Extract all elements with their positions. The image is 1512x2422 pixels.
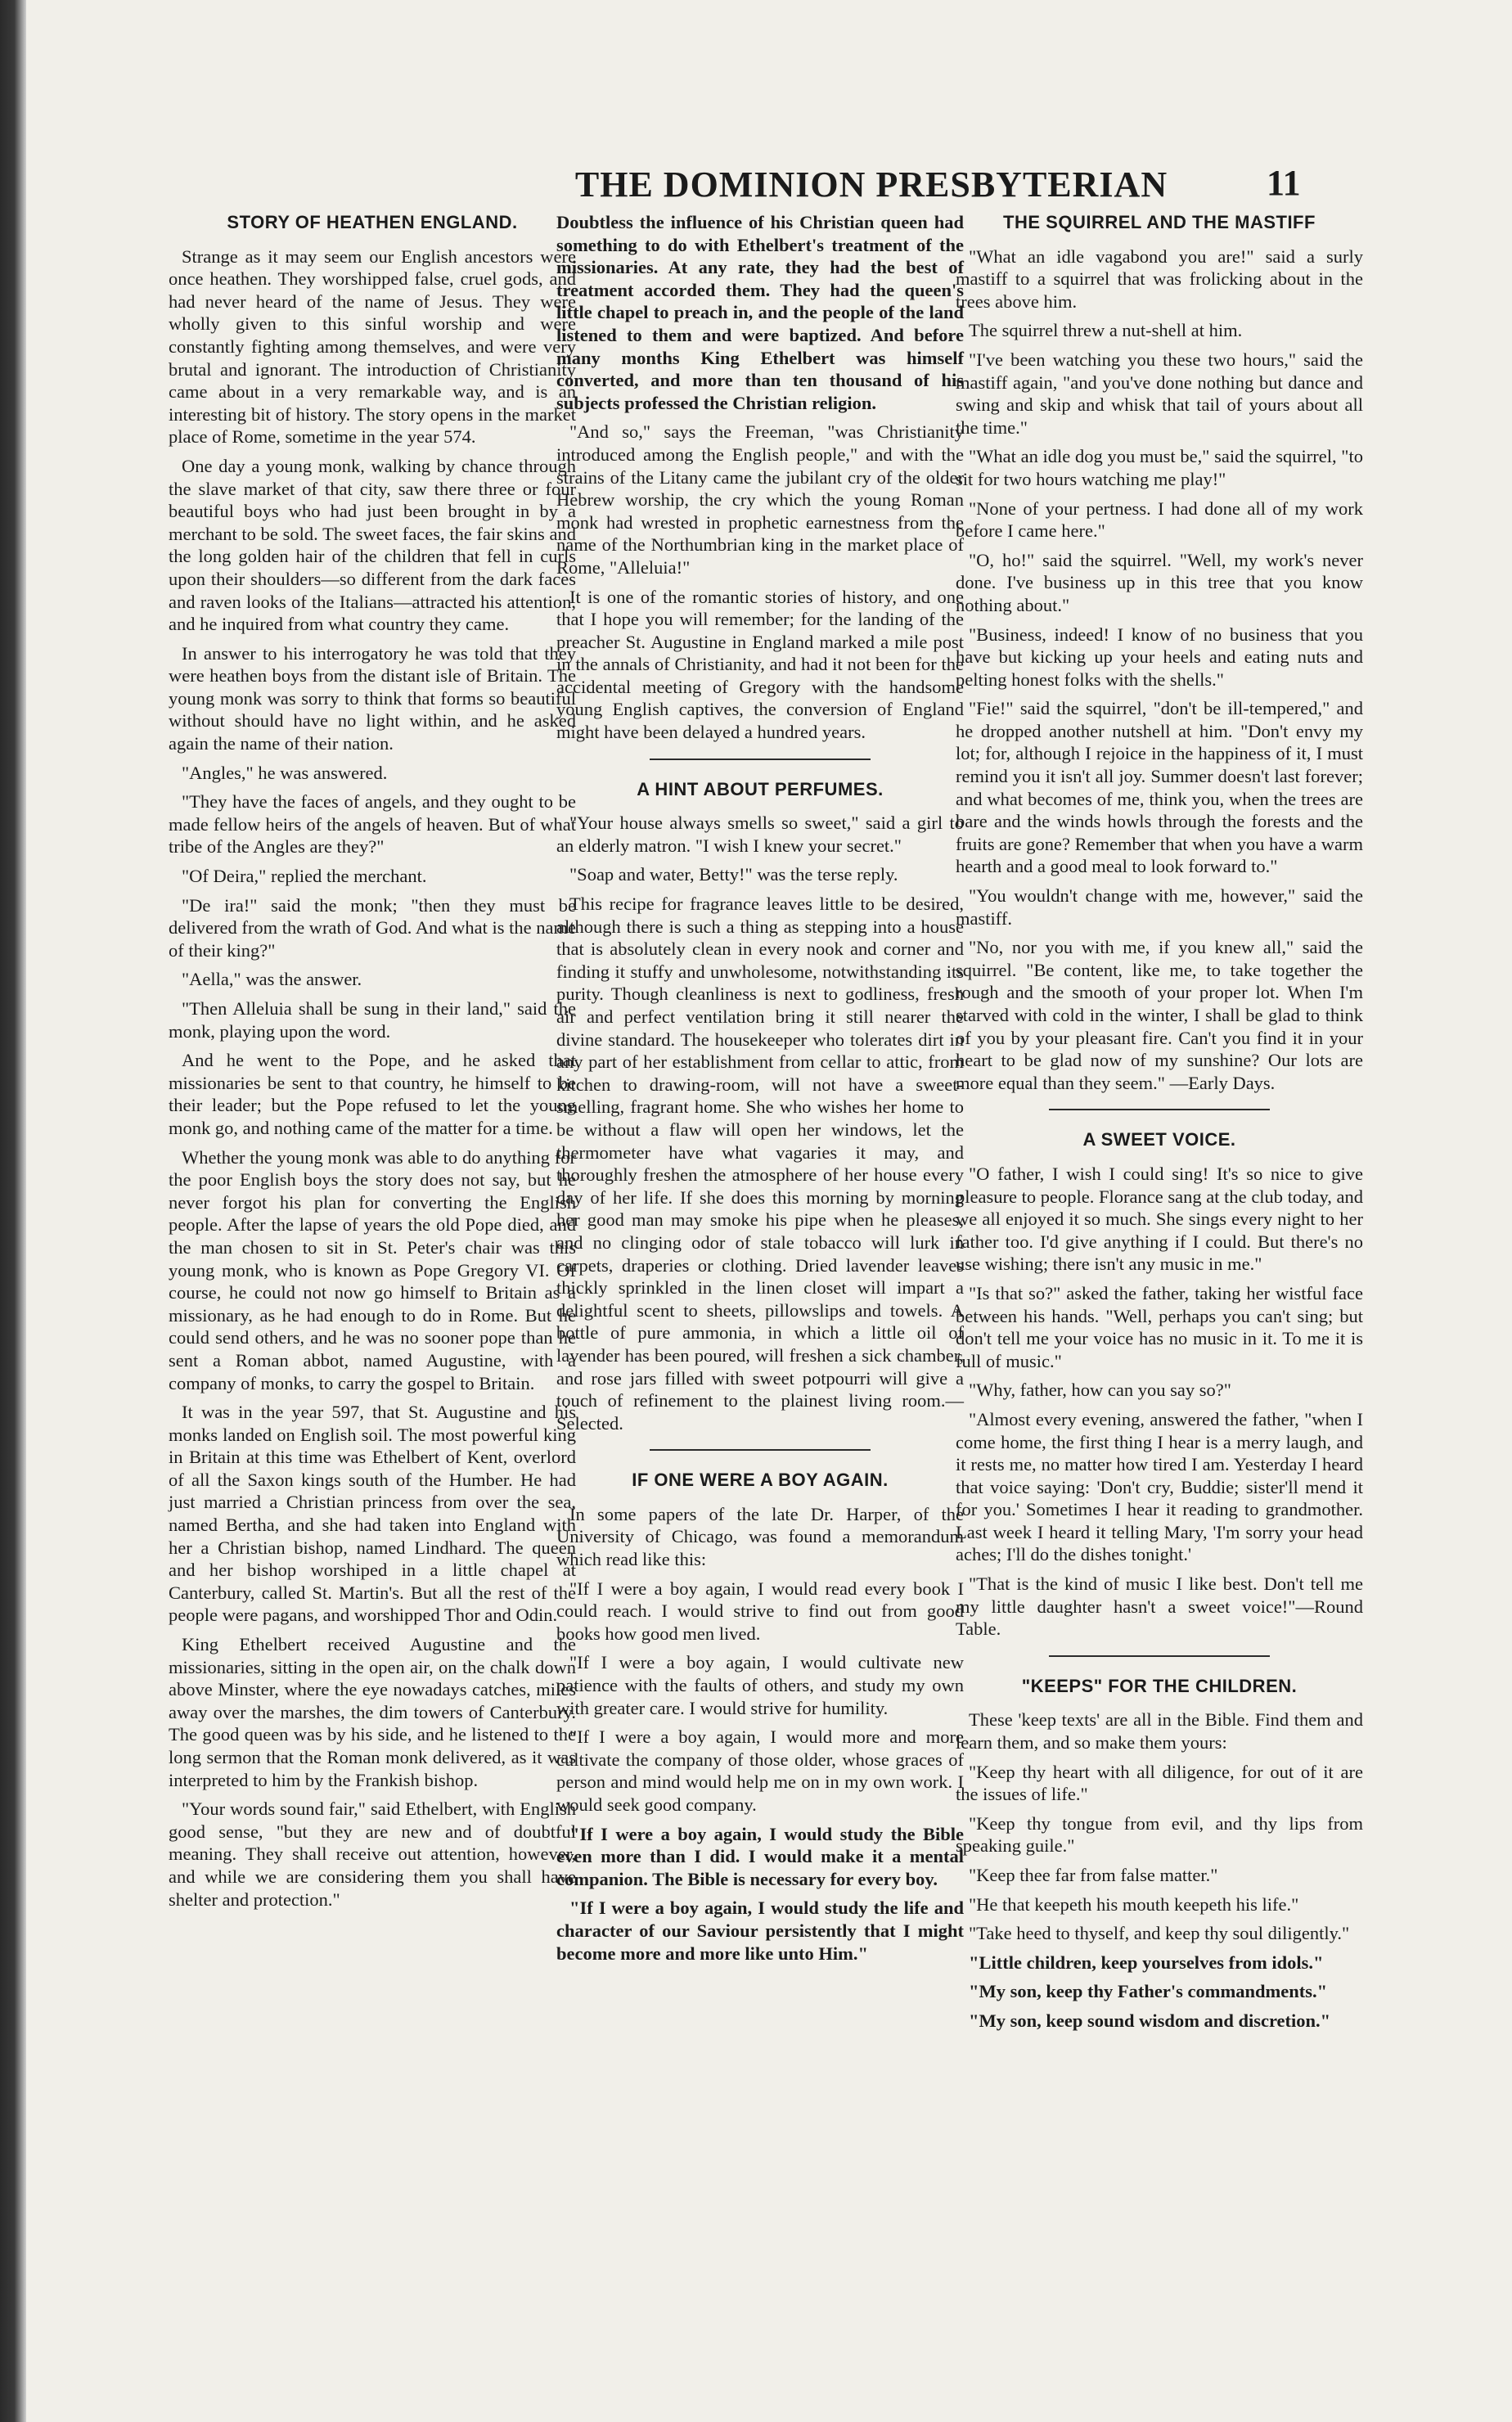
paragraph: "De ira!" said the monk; "then they must be delivered from the wrath of God. And what is the name of their king?" bbox=[169, 894, 576, 961]
paragraph: "He that keepeth his mouth keepeth his life." bbox=[969, 1893, 1299, 1915]
paragraph: "My son, keep thy Father's commandments." bbox=[969, 1981, 1328, 2002]
paragraph: "Is that so?" asked the father, taking her wistful face between his hands. "Well, perhaps you can't sing; but don't tell me your voice has no music in it. To me it is full of music." bbox=[956, 1282, 1363, 1371]
paragraph: "Keep thy heart with all diligence, for out of it are the issues of life." bbox=[956, 1761, 1363, 1805]
paragraph: "Your words sound fair," said Ethelbert, with English good sense, "but they are new and of doubtful meaning. They shall receive out attention, however, and while we are considering them you shall have shelter and protection." bbox=[169, 1798, 576, 1910]
paragraph: One day a young monk, walking by chance through the slave market of that city, saw there three or four beautiful boys who had just been brought in by a merchant to be sold. The sweet faces, the fair skins and the long golden hair of the children that fell in curls upon their shoulders—so different from the dark faces and raven looks of the Italians—attracted his attention, and he inquired from what country they came. bbox=[169, 455, 576, 635]
paragraph: In some papers of the late Dr. Harper, of the University of Chicago, was found a memorandum which read like this: bbox=[556, 1503, 964, 1570]
paragraph: It was in the year 597, that St. Augustine and his monks landed on English soil. The most powerful king in Britain at this time was Ethelbert of Kent, overlord of all the Saxon kings south of the Humber. He had just married a Christian princess from over the sea, named Bertha, and she had taken into England with her a Christian bishop, named Lindhard. The queen and her bishop worshiped in a little chapel at Canterbury, called St. Martin's. But all the rest of the people were pagans, and worshipped Thor and Odin. bbox=[169, 1402, 576, 1626]
paragraph: "Almost every evening, answered the father, "when I come home, the first thing I hear is a merry laugh, and it rests me, no matter how tired I am. Yesterday I heard that voice saying: 'Don't cry, Buddie; sister'll mend it for you.' Sometimes I hear it reading to grandmother. Last week I heard it telling Mary, 'I'm sorry your head aches; I'll do the dishes tonight.' bbox=[956, 1408, 1363, 1565]
page-number: 11 bbox=[1267, 163, 1301, 203]
paragraph: "And so," says the Freeman, "was Christianity introduced among the English people," and with the strains of the Litany came the jubilant cry of the older Hebrew worship, the cry which the young Roman monk had wrested in prophetic earnestness from the name of the Northumbrian king in the market place of Rome, "Alleluia!" bbox=[556, 421, 964, 578]
scan-edge bbox=[0, 0, 26, 2422]
paragraph: And he went to the Pope, and he asked that missionaries be sent to that country, he himself to be their leader; but the Pope refused to let the young monk go, and nothing came of the matter for a time. bbox=[169, 1050, 576, 1138]
column-1 bbox=[169, 211, 576, 1917]
paragraph: "I've been watching you these two hours," said the mastiff again, "and you've done nothing but dance and swing and skip and whisk that tail of yours about all the time." bbox=[956, 349, 1363, 438]
article-title-squirrel: THE SQUIRREL AND THE MASTIFF bbox=[1003, 212, 1316, 232]
article-title-perfumes: A HINT ABOUT PERFUMES. bbox=[637, 778, 884, 799]
paragraph: "No, nor you with me, if you knew all," said the squirrel. "Be content, like me, to take together the rough and the smooth of your proper lot. When I'm starved with cold in the winter, I shall be glad to think of you by your pleasant fire. Can't you find it in your heart to be glad now of my sunshine? Our lots are more equal than they seem." —Early Days. bbox=[956, 937, 1363, 1093]
paragraph: "O, ho!" said the squirrel. "Well, my work's never done. I've business up in this tree that you know nothing about." bbox=[956, 549, 1363, 615]
paragraph: In answer to his interrogatory he was told that they were heathen boys from the distant isle of Britain. The young monk was sorry to think that forms so beautiful without should have no light within, and he asked again the name of their nation. bbox=[169, 642, 576, 754]
paragraph: "Why, father, how can you say so?" bbox=[969, 1380, 1231, 1401]
paragraph: "Of Deira," replied the merchant. bbox=[182, 866, 427, 887]
paragraph: "Keep thee far from false matter." bbox=[969, 1865, 1218, 1885]
paragraph: "Business, indeed! I know of no business that you have but kicking up your heels and eating nuts and pelting honest folks with the shells." bbox=[956, 624, 1363, 690]
paragraph: "If I were a boy again, I would study the life and character of our Saviour persistently that I might become more and more like unto Him." bbox=[556, 1898, 964, 1964]
paragraph: "That is the kind of music I like best. Don't tell me my little daughter hasn't a sweet voice!"—Round Table. bbox=[956, 1573, 1363, 1640]
divider bbox=[650, 1449, 871, 1451]
paragraph: "My son, keep sound wisdom and discretion." bbox=[969, 2010, 1331, 2031]
column-2 bbox=[556, 211, 964, 1971]
paragraph: "You wouldn't change with me, however," said the mastiff. bbox=[956, 885, 1363, 929]
article-title-keeps: "KEEPS" FOR THE CHILDREN. bbox=[1021, 1675, 1298, 1696]
paragraph: "They have the faces of angels, and they ought to be made fellow heirs of the angels of heaven. But of what tribe of the Angles are they?" bbox=[169, 791, 576, 858]
article-title-heathen: STORY OF HEATHEN ENGLAND. bbox=[227, 212, 518, 232]
paragraph: "What an idle dog you must be," said the squirrel, "to sit for two hours watching me play!" bbox=[956, 446, 1363, 489]
paragraph: "Fie!" said the squirrel, "don't be ill-tempered," and he dropped another nutshell at him. "Don't envy my lot; for, although I rejoice in the happiness of it, I must remind you it isn't all joy. Summer doesn't last forever; and what becomes of me, think you, when the trees are bare and the winds howls through the forests and the fruits are gone? Remember that when you have a warm hearth and a good meal to look forward to." bbox=[956, 698, 1363, 877]
paragraph: The squirrel threw a nut-shell at him. bbox=[969, 320, 1243, 341]
divider bbox=[650, 759, 871, 760]
paragraph: King Ethelbert received Augustine and the missionaries, sitting in the open air, on the chalk down above Minster, where the eye nowadays catches, miles away over the marshes, the dim towers of Canterbury. The good queen was by his side, and he listened to the long sermon that the Roman monk delivered, as it was interpreted to him by the Frankish bishop. bbox=[169, 1634, 576, 1790]
paragraph: "Aella," was the answer. bbox=[182, 969, 362, 990]
divider bbox=[1049, 1655, 1270, 1657]
paragraph: "Little children, keep yourselves from idols." bbox=[969, 1952, 1324, 1973]
paragraph: "If I were a boy again, I would study the Bible even more than I did. I would make it a mental companion. The Bible is necessary for every boy. bbox=[556, 1823, 964, 1889]
paragraph: "If I were a boy again, I would read every book I could reach. I would strive to find out from good books how good men lived. bbox=[556, 1578, 964, 1644]
page-title: THE DOMINION PRESBYTERIAN bbox=[574, 164, 1168, 205]
paragraph: It is one of the romantic stories of history, and one that I hope you will remember; for the landing of the preacher St. Augustine in England marked a mile post in the annals of Christianity, and had it not been for the accidental meeting of Gregory with the handsome young English captives, the conversion of England might have been delayed a hundred years. bbox=[556, 586, 964, 743]
divider bbox=[1049, 1109, 1270, 1110]
paragraph: "What an idle vagabond you are!" said a surly mastiff to a squirrel that was frolicking about in the trees above him. bbox=[956, 245, 1363, 312]
paragraph: "If I were a boy again, I would cultivate new patience with the faults of others, and study my own with greater care. I would strive for humility. bbox=[556, 1652, 964, 1718]
paragraph: "Then Alleluia shall be sung in their land," said the monk, playing upon the word. bbox=[169, 998, 576, 1042]
paragraph: "Keep thy tongue from evil, and thy lips from speaking guile." bbox=[956, 1812, 1363, 1857]
paragraph: Doubtless the influence of his Christian queen had something to do with Ethelbert's treatment of the missionaries. At any rate, they had the best of treatment accorded them. They had the queen's little chapel to preach in, and the people of the land listened to them and were baptized. And before many months King Ethelbert was himself converted, and more than ten thousand of his subjects professed the Christian religion. bbox=[556, 212, 964, 413]
paragraph: Whether the young monk was able to do anything for the poor English boys the story does not say, but he never forgot his plan for converting the English people. After the lapse of years the old Pope died, and the man chosen to sit in St. Peter's chair was this young monk, who is known as Pope Gregory VI. Of course, he could not now go himself to Britain as a missionary, as he had enough to do in Rome. But he could send others, and he was no sooner pope than he sent a Roman abbot, named Augustine, with a company of monks, to carry the gospel to Britain. bbox=[169, 1146, 576, 1393]
article-title-voice: A SWEET VOICE. bbox=[1082, 1129, 1236, 1150]
paragraph: "None of your pertness. I had done all of my work before I came here." bbox=[956, 497, 1363, 542]
paragraph: Strange as it may seem our English ancestors were once heathen. They worshipped false, cruel gods, and had never heard of the name of Jesus. They were wholly given to this sinful worship and were constantly fighting among themselves, and were very brutal and ignorant. The introduction of Christianity came about in a very remarkable way, and is an interesting bit of history. The story opens in the market place of Rome, sometime in the year 574. bbox=[169, 245, 576, 448]
paragraph: "Soap and water, Betty!" was the terse reply. bbox=[569, 864, 898, 885]
paragraph: "Take heed to thyself, and keep thy soul diligently." bbox=[969, 1923, 1350, 1944]
paragraph: This recipe for fragrance leaves little to be desired, although there is such a thing as stepping into a house that is absolutely clean in every nook and corner and finding it stuffy and unwholesome, notwithstanding its purity. Though cleanliness is next to godliness, fresh air and perfect ventilation bring it still nearer the divine standard. The housekeeper who tolerates dirt in any part of her establishment from cellar to attic, from kitchen to drawing-room, will not have a sweet-smelling, fragrant home. She who wishes her home to be without a flaw will open her windows, let the thermometer have what vagaries it may, and thoroughly freshen the atmosphere of her house every day of her life. If she does this morning by morning her good man may smoke his pipe when he pleases, and no clinging odor of stale tobacco will lurk in carpets, draperies or clothing. Dried lavender leaves thickly sprinkled in the linen closet will impart a delightful scent to sheets, pillowslips and towels. A bottle of pure ammonia, in which a little oil of lavender has been poured, will freshen a sick chamber, and rose jars filled with sweet potpourri will give a touch of refinement to the plainest living room.—Selected. bbox=[556, 894, 964, 1434]
column-3 bbox=[956, 211, 1363, 2039]
paragraph: "Angles," he was answered. bbox=[182, 762, 388, 783]
article-title-boy: IF ONE WERE A BOY AGAIN. bbox=[632, 1470, 889, 1491]
paragraph: "O father, I wish I could sing! It's so nice to give pleasure to people. Florance sang at the club today, and we all enjoyed it so much. She sings every night to her father too. I'd give anything if I could. But there's no use wishing; there isn't any music in me." bbox=[956, 1163, 1363, 1275]
paragraph: "If I were a boy again, I would more and more cultivate the company of those older, whose graces of person and mind would help me on in my own work. I would seek good company. bbox=[556, 1726, 964, 1815]
paragraph: "Your house always smells so sweet," said a girl to an elderly matron. "I wish I knew your secret." bbox=[556, 813, 964, 856]
paragraph: These 'keep texts' are all in the Bible. Find them and learn them, and so make them yours: bbox=[956, 1709, 1363, 1753]
